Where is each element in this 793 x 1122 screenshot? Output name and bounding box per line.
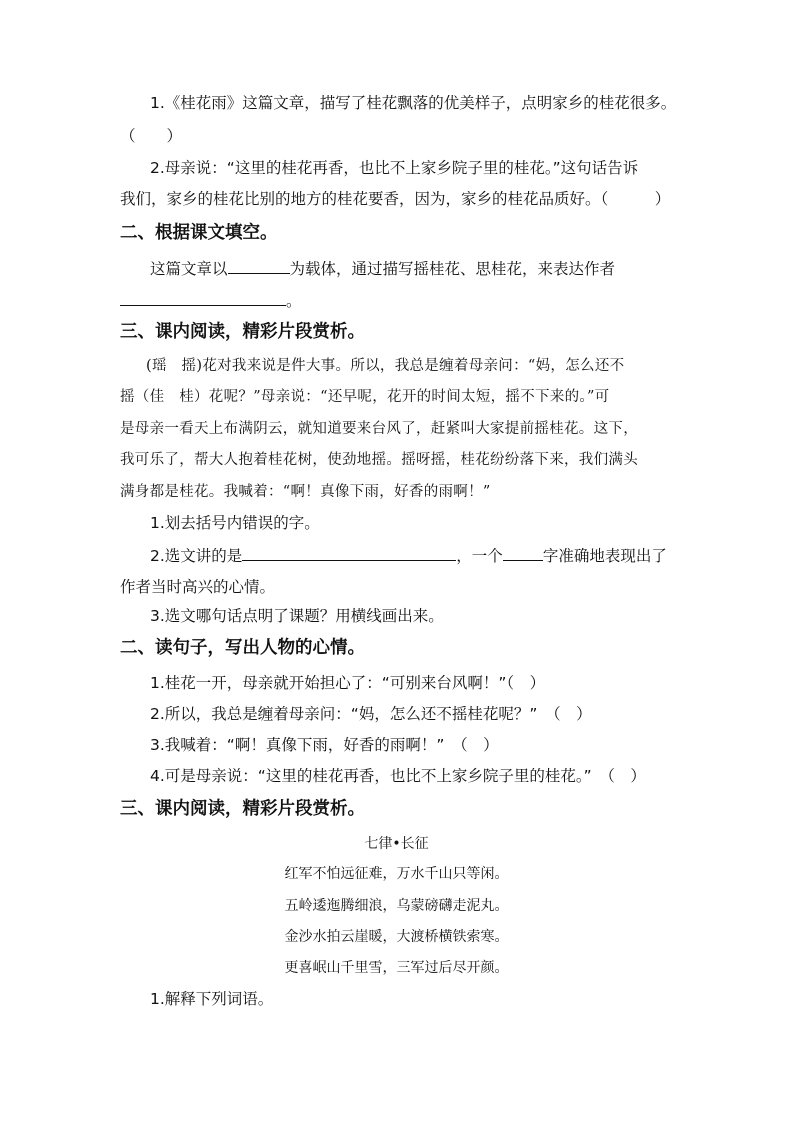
- poem-q1: 1.解释下列词语。: [150, 990, 274, 1008]
- mood-item-4: 4.可是母亲说：“这里的桂花再香，也比不上家乡院子里的桂花。” （ ）: [150, 767, 646, 785]
- poem-line-3: 金沙水拍云崖暖，大渡桥横铁索寒。: [284, 929, 509, 945]
- poem-line-1: 红军不怕远征难，万水千山只等闲。: [284, 866, 509, 882]
- passage-line-4: 我可乐了，帮大人抱着桂花树，使劲地摇。摇呀摇，桂花纷纷落下来，我们满头: [120, 452, 638, 468]
- section-heading-mood: 二、读句子，写出人物的心情。: [120, 638, 365, 658]
- fill-text-end: 。: [286, 292, 302, 310]
- reading-q1: 1.划去括号内错误的字。: [150, 514, 320, 532]
- reading-q2: [150, 544, 667, 567]
- fill-blank-1[interactable]: [228, 257, 290, 274]
- fill-text-1: 这篇文章以: [150, 260, 228, 278]
- fill-blank-2[interactable]: [120, 289, 286, 306]
- mood-item-1: 1.桂花一开，母亲就开始担心了：“可别来台风啊！”（ ）: [150, 674, 546, 692]
- reading-q2-text-1: 2.选文讲的是: [150, 547, 243, 565]
- section-heading-poem: 三、课内阅读，精彩片段赏析。: [120, 799, 365, 819]
- poem-title: 七律•长征: [364, 836, 429, 852]
- fill-sentence-line2: [120, 289, 302, 312]
- passage-line-2: 摇（佳 桂）花呢？”母亲说：“还早呢，花开的时间太短，摇不下来的。”可: [120, 389, 610, 405]
- mood-item-3: 3.我喊着：“啊！真像下雨，好香的雨啊！” （ ）: [150, 736, 499, 754]
- judge-q1-answer-bracket[interactable]: （ ）: [120, 127, 183, 145]
- section-heading-reading: 三、课内阅读，精彩片段赏析。: [120, 322, 365, 342]
- judge-q2-line2: 我们，家乡的桂花比别的地方的桂花要香，因为，家乡的桂花品质好。（ ）: [120, 190, 671, 208]
- reading-q2-blank-2[interactable]: [503, 544, 543, 561]
- fill-text-2: 为载体，通过描写摇桂花、思桂花，来表达作者: [289, 260, 616, 278]
- reading-q2-line2: 作者当时高兴的心情。: [120, 578, 276, 596]
- reading-q3: 3.选文哪句话点明了课题？用横线画出来。: [150, 607, 444, 625]
- poem-line-2: 五岭逶迤腾细浪，乌蒙磅礴走泥丸。: [284, 898, 509, 914]
- passage-line-3: 是母亲一看天上布满阴云，就知道要来台风了，赶紧叫大家提前摇桂花。这下，: [120, 421, 638, 437]
- section-heading-fill: 二、根据课文填空。: [120, 223, 278, 243]
- poem-line-4: 更喜岷山千里雪，三军过后尽开颜。: [284, 960, 509, 976]
- passage-line-5: 满身都是桂花。我喊着：“啊！真像下雨，好香的雨啊！”: [120, 484, 491, 500]
- judge-q1-line1: 1.《桂花雨》这篇文章，描写了桂花飘落的优美样子，点明家乡的桂花很多。: [150, 94, 677, 112]
- judge-q2-line1: 2.母亲说：“这里的桂花再香，也比不上家乡院子里的桂花。”这句话告诉: [150, 159, 639, 177]
- reading-q2-blank-1[interactable]: [242, 544, 456, 561]
- passage-line-1: (瑶 摇)花对我来说是件大事。所以，我总是缠着母亲问：“妈，怎么还不: [146, 358, 625, 374]
- reading-q2-text-3: 字准确地表现出了: [542, 547, 667, 565]
- reading-q2-text-2: ，一个: [456, 547, 503, 565]
- mood-item-2: 2.所以，我总是缠着母亲问：“妈，怎么还不摇桂花呢？” （ ）: [150, 705, 592, 723]
- fill-sentence: [150, 257, 615, 280]
